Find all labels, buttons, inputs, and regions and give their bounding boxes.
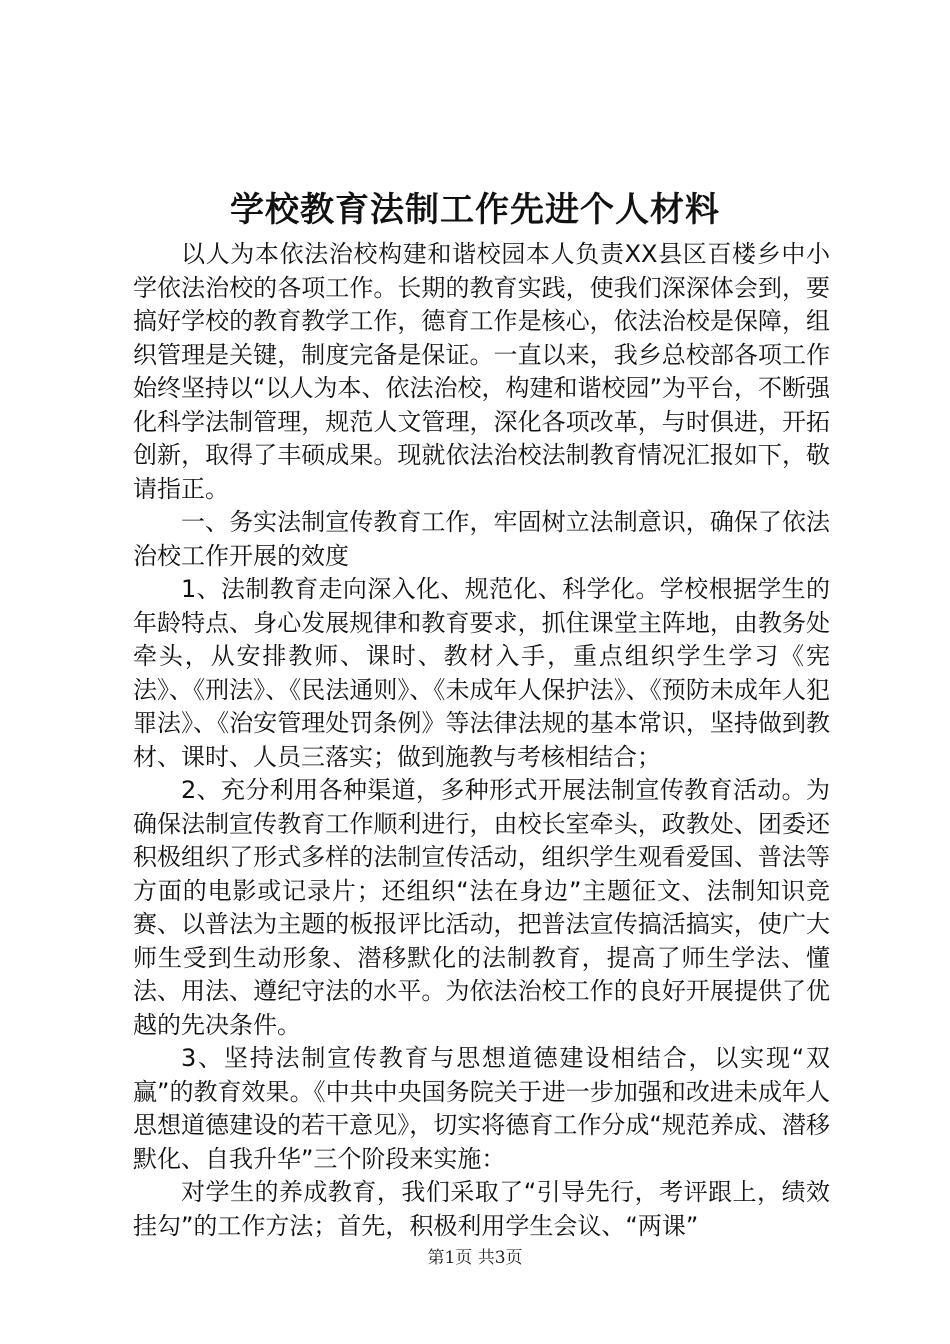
paragraph-item-2: 2、充分利用各种渠道，多种形式开展法制宣传教育活动。为确保法制宣传教育工作顺利进行，由校长室牵头，政教处、团委还积极组织了形式多样的法制宣传活动，组织学生观看爱国、普法等方面的电影或记录片；还组织“法在身边”主题征文、法制知识竞赛、以普法为主题的板报评比活动，把普法宣传搞活搞实，使广大师生受到生动形象、潜移默化的法制教育，提高了师生学法、懂法、用法、遵纪守法的水平。为依法治校工作的良好开展提供了优越的先决条件。: [133, 776, 830, 1039]
paragraph-item-3: 3、坚持法制宣传教育与思想道德建设相结合，以实现“双赢”的教育效果。《中共中央国务院关于进一步加强和改进未成年人思想道德建设的若干意见》，切实将德育工作分成“规范养成、潜移默化、自我升华”三个阶段来实施：: [133, 1044, 830, 1173]
document-title: 学校教育法制工作先进个人材料: [230, 190, 720, 230]
paragraph-intro: 以人为本依法治校构建和谐校园本人负责XX县区百楼乡中小学依法治校的各项工作。长期的教育实践，使我们深深体会到，要搞好学校的教育教学工作，德育工作是核心，依法治校是保障，组织管理是关键，制度完备是保证。一直以来，我乡总校部各项工作始终坚持以“以人为本、依法治校，构建和谐校园”为平台，不断强化科学法制管理，规范人文管理，深化各项改革，与时俱进，开拓创新，取得了丰硕成果。现就依法治校法制教育情况汇报如下，敬请指正。: [133, 240, 830, 503]
page-number-footer: 第1页 共3页: [427, 1248, 523, 1268]
paragraph-section-heading-1: 一、务实法制宣传教育工作，牢固树立法制意识，确保了依法治校工作开展的效度: [133, 508, 830, 570]
paragraph-item-1: 1、法制教育走向深入化、规范化、科学化。学校根据学生的年龄特点、身心发展规律和教育要求，抓住课堂主阵地，由教务处牵头，从安排教师、课时、教材入手，重点组织学生学习《宪法》、《刑法》、《民法通则》、《未成年人保护法》、《预防未成年人犯罪法》、《治安管理处罚条例》等法律法规的基本常识，坚持做到教材、课时、人员三落实；做到施教与考核相结合；: [133, 575, 830, 771]
document-body: [133, 238, 830, 1243]
paragraph-habit-education: 对学生的养成教育，我们采取了“引导先行，考评跟上，绩效挂勾”的工作方法；首先，积极利用学生会议、“两课”: [133, 1178, 830, 1240]
